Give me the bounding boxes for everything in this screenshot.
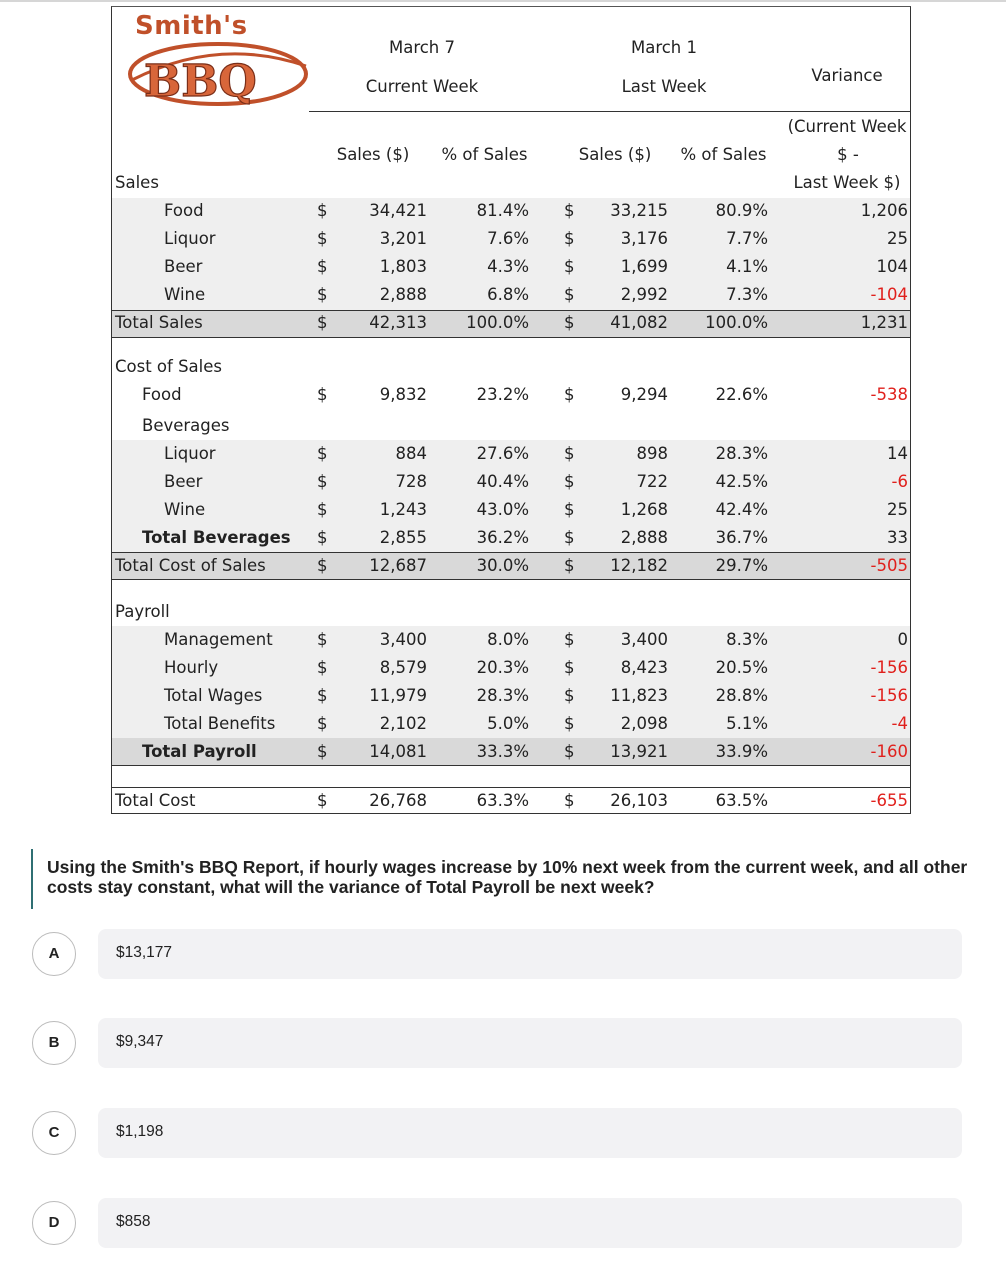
row-label: Management [164,630,273,649]
last-sales: 2,992 [620,285,668,304]
bbq-report-table [111,6,911,814]
row-label: Total Cost [115,791,196,810]
current-sales: 26,768 [369,791,427,810]
option-letter[interactable]: D [32,1201,76,1245]
last-pct: 33.9% [715,742,768,761]
last-sales: 12,182 [610,556,668,575]
dollar-sign: $ [317,500,328,519]
option-text: $1,198 [116,1123,164,1140]
last-sales: 41,082 [610,313,668,332]
last-pct: 100.0% [705,313,768,332]
option-box[interactable] [98,1018,962,1068]
dollar-sign: $ [564,257,575,276]
dollar-sign: $ [317,556,328,575]
last-sales: 898 [636,444,668,463]
current-pct: 33.3% [476,742,529,761]
dollar-sign: $ [317,472,328,491]
last-pct: 80.9% [715,201,768,220]
row-label: Total Benefits [164,714,276,733]
question-accent-bar [31,849,33,909]
logo-brand: BBQ [144,56,257,107]
dollar-sign: $ [317,630,328,649]
variance-sub-3: Last Week $) [793,173,901,192]
variance: 33 [887,528,908,547]
variance-sub-2: $ - [837,145,859,164]
current-sales: 2,888 [379,285,427,304]
current-sales: 11,979 [369,686,427,705]
last-sales: 722 [636,472,668,491]
last-sales: 1,268 [620,500,668,519]
variance: -505 [870,556,908,575]
dollar-sign: $ [317,313,328,332]
current-sales: 3,400 [379,630,427,649]
current-pct: 30.0% [476,556,529,575]
dollar-sign: $ [564,714,575,733]
section-sales: Sales [115,173,159,192]
dollar-sign: $ [564,201,575,220]
section-cost-of-sales: Cost of Sales [115,357,222,376]
option-box[interactable] [98,1108,962,1158]
last-date: March 1 [630,38,698,57]
row-label: Total Wages [164,686,263,705]
variance: -538 [870,385,908,404]
logo-title: Smith's [135,11,248,41]
last-pct: 29.7% [715,556,768,575]
option-box[interactable] [98,1198,962,1248]
last-pct: 42.4% [715,500,768,519]
last-pct: 22.6% [715,385,768,404]
dollar-sign: $ [317,658,328,677]
dollar-sign: $ [317,444,328,463]
row-label: Beer [164,257,203,276]
current-sales: 14,081 [369,742,427,761]
row-label: Liquor [164,229,216,248]
variance-label: Variance [811,66,883,85]
variance: 1,206 [860,201,908,220]
variance: 0 [897,630,908,649]
row-label: Total Beverages [142,528,291,547]
dollar-sign: $ [317,257,328,276]
dollar-sign: $ [564,686,575,705]
dollar-sign: $ [564,313,575,332]
row-label: Beer [164,472,203,491]
total-cost-rule [112,787,910,788]
row-label: Hourly [164,658,219,677]
row-label: Total Payroll [142,742,257,761]
current-pct: 43.0% [476,500,529,519]
last-sales-col: Sales ($) [578,145,652,164]
dollar-sign: $ [564,444,575,463]
bbq-logo-icon [126,40,311,110]
last-pct: 7.3% [726,285,768,304]
last-pct: 28.8% [715,686,768,705]
dollar-sign: $ [317,229,328,248]
variance: -156 [870,658,908,677]
dollar-sign: $ [564,385,575,404]
dollar-sign: $ [564,472,575,491]
top-divider [0,0,1006,2]
last-sales: 3,176 [620,229,668,248]
last-pct: 28.3% [715,444,768,463]
variance: 25 [887,500,908,519]
current-pct: 40.4% [476,472,529,491]
option-letter[interactable]: C [32,1111,76,1155]
row-label: Wine [164,500,206,519]
current-pct: 5.0% [487,714,529,733]
option-text: $858 [116,1213,151,1230]
current-sales: 1,243 [379,500,427,519]
dollar-sign: $ [317,285,328,304]
variance: 104 [876,257,908,276]
last-pct: 42.5% [715,472,768,491]
dollar-sign: $ [564,658,575,677]
current-pct: 23.2% [476,385,529,404]
last-pct: 5.1% [726,714,768,733]
dollar-sign: $ [564,528,575,547]
last-pct: 36.7% [715,528,768,547]
current-sales: 42,313 [369,313,427,332]
dollar-sign: $ [317,742,328,761]
current-pct: 7.6% [487,229,529,248]
dollar-sign: $ [564,229,575,248]
variance-sub-1: (Current Week [787,117,907,136]
dollar-sign: $ [564,500,575,519]
current-pct: 4.3% [487,257,529,276]
current-sales: 1,803 [379,257,427,276]
last-pct: 4.1% [726,257,768,276]
row-label: Wine [164,285,206,304]
last-sales: 3,400 [620,630,668,649]
dollar-sign: $ [317,791,328,810]
option-box[interactable] [98,929,962,979]
current-sales: 2,102 [379,714,427,733]
last-sales: 26,103 [610,791,668,810]
current-sales: 728 [395,472,427,491]
last-sales: 13,921 [610,742,668,761]
current-date: March 7 [388,38,456,57]
dollar-sign: $ [317,528,328,547]
last-sales: 1,699 [620,257,668,276]
current-pct: 8.0% [487,630,529,649]
variance: -655 [870,791,908,810]
current-pct: 81.4% [476,201,529,220]
dollar-sign: $ [317,686,328,705]
option-text: $13,177 [116,944,173,961]
header-rule [309,111,911,112]
dollar-sign: $ [564,742,575,761]
last-week-label: Last Week [621,77,707,96]
last-pct: 63.5% [715,791,768,810]
last-sales: 2,098 [620,714,668,733]
last-sales: 8,423 [620,658,668,677]
variance: 25 [887,229,908,248]
variance: -6 [891,472,908,491]
current-week-label: Current Week [365,77,479,96]
current-pct: 6.8% [487,285,529,304]
last-sales: 2,888 [620,528,668,547]
last-pct: 8.3% [726,630,768,649]
variance: -4 [891,714,908,733]
option-letter[interactable]: B [32,1021,76,1065]
current-sales: 8,579 [379,658,427,677]
current-pct: 36.2% [476,528,529,547]
dollar-sign: $ [564,556,575,575]
current-pct: 28.3% [476,686,529,705]
current-sales: 9,832 [379,385,427,404]
row-label: Food [142,385,182,404]
last-sales: 11,823 [610,686,668,705]
current-pct: 20.3% [476,658,529,677]
current-sales: 12,687 [369,556,427,575]
last-pct-col: % of Sales [680,145,767,164]
variance: -104 [870,285,908,304]
current-sales: 884 [395,444,427,463]
last-pct: 7.7% [726,229,768,248]
row-label: Liquor [164,444,216,463]
option-text: $9,347 [116,1033,164,1050]
current-sales: 2,855 [379,528,427,547]
dollar-sign: $ [564,630,575,649]
row-label: Total Sales [115,313,203,332]
current-sales: 34,421 [369,201,427,220]
last-pct: 20.5% [715,658,768,677]
current-pct: 100.0% [466,313,529,332]
dollar-sign: $ [317,385,328,404]
section-payroll: Payroll [115,602,170,621]
current-pct: 27.6% [476,444,529,463]
last-sales: 9,294 [620,385,668,404]
section-beverages: Beverages [142,416,230,435]
current-sales: 3,201 [379,229,427,248]
variance: 14 [887,444,908,463]
row-label: Total Cost of Sales [115,556,266,575]
current-sales-col: Sales ($) [336,145,410,164]
variance: 1,231 [860,313,908,332]
current-pct: 63.3% [476,791,529,810]
question-text: Using the Smith's BBQ Report, if hourly wages increase by 10% next week from the current week, and all other costs stay constant, what will the variance of Total Payroll be next week? [47,857,968,897]
variance: -160 [870,742,908,761]
dollar-sign: $ [317,714,328,733]
dollar-sign: $ [564,285,575,304]
dollar-sign: $ [564,791,575,810]
row-label: Food [164,201,204,220]
dollar-sign: $ [317,201,328,220]
last-sales: 33,215 [610,201,668,220]
variance: -156 [870,686,908,705]
option-letter[interactable]: A [32,932,76,976]
current-pct-col: % of Sales [441,145,528,164]
